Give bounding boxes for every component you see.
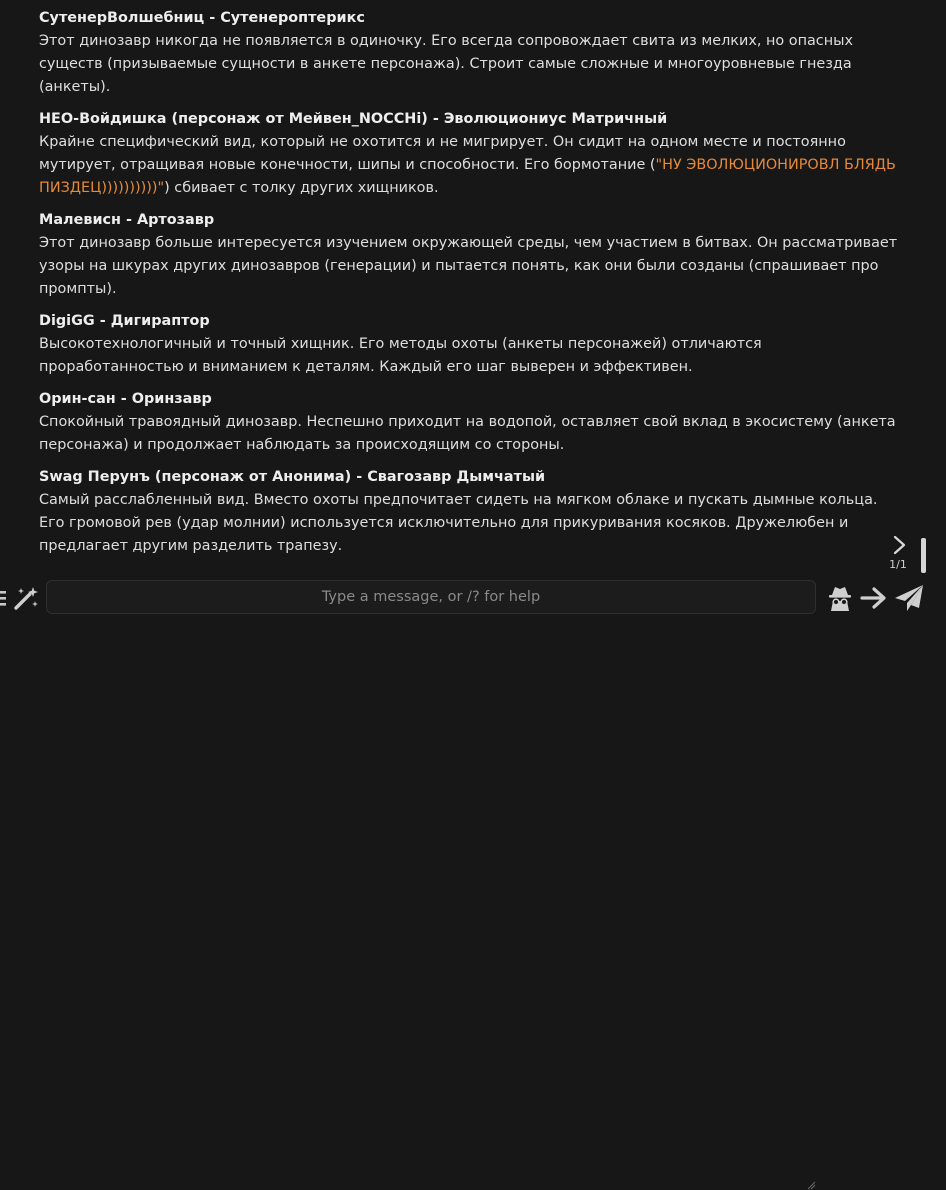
entry-title: Малевисн - Артозавр	[39, 212, 215, 228]
impersonate-button[interactable]	[826, 584, 854, 612]
chevron-right-icon	[889, 533, 911, 557]
entry-body: Этот динозавр больше интересуется изучением окружающей среды, чем участием в битвах. Он рассматривает узоры на шкурах других динозавров (генерации) и пытается понять, как они были созданы (спрашивает про промпты).	[39, 235, 898, 297]
entry-title: Орин-сан - Оринзавр	[39, 391, 212, 407]
resize-grip-icon[interactable]	[806, 1180, 816, 1190]
options-menu-button[interactable]	[0, 588, 8, 608]
entry-body: Спокойный травоядный динозавр. Неспешно приходит на водопой, оставляет свой вклад в экосистему (анкета персонажа) и продолжает наблюдать за происходящим со стороны.	[39, 414, 896, 453]
swipe-right-button[interactable]	[889, 533, 911, 557]
entry-body: Этот динозавр никогда не появляется в одиночку. Его всегда сопровождает свита из мелких, но опасных существ (призываемые сущности в анкете персонажа). Строит самые сложные и многоуровневые гнезда (анкеты).	[39, 33, 853, 95]
extensions-wand-button[interactable]	[12, 585, 40, 611]
entry-title: СутенерВолшебниц - Сутенероптерикс	[39, 10, 365, 26]
entry-body	[39, 131, 899, 200]
message-input[interactable]	[46, 580, 816, 614]
entry-title: Swag Перунъ (персонаж от Анонима) - Свагозавр Дымчатый	[39, 469, 546, 485]
chat-area	[0, 0, 946, 580]
magic-wand-icon	[12, 585, 40, 611]
entry-title: DigiGG - Дигираптор	[39, 313, 210, 329]
list-item	[39, 209, 899, 301]
list-item	[39, 310, 899, 379]
arrow-right-icon	[859, 584, 889, 612]
list-item	[39, 7, 899, 99]
entry-body-text: Крайне специфический вид, который не охотится и не мигрирует. Он сидит на одном месте и постоянно мутирует, отращивая новые конечности, шипы и способности. Его бормотание (	[39, 134, 846, 173]
input-bar	[0, 580, 946, 616]
quote-text: "НУ ЭВОЛЮЦИОНИРОВЛ БЛЯДЬ ПИЗДЕЦ))))))))))"	[39, 157, 896, 196]
list-item	[39, 466, 899, 558]
entry-title: НЕО-Войдишка (персонаж от Мейвен_NOCCHi) - Эволюциониус Матричный	[39, 111, 668, 127]
scrollbar[interactable]	[921, 538, 926, 573]
entry-body: Самый расслабленный вид. Вместо охоты предпочитает сидеть на мягком облаке и пускать дымные кольца. Его громовой рев (удар молнии) используется исключительно для прикуривания косяков. Дружелюбен и предлагает другим разделить трапезу.	[39, 492, 878, 554]
hamburger-menu-icon	[0, 588, 8, 608]
entry-body: Высокотехнологичный и точный хищник. Его методы охоты (анкеты персонажей) отличаются проработанностью и вниманием к деталям. Каждый его шаг выверен и эффективен.	[39, 336, 762, 375]
list-item	[39, 108, 899, 200]
continue-button[interactable]	[859, 584, 889, 612]
paper-plane-icon	[893, 582, 925, 614]
incognito-icon	[826, 584, 854, 612]
entry-body-text: ) сбивает с толку других хищников.	[164, 180, 439, 196]
list-item	[39, 388, 899, 457]
send-button[interactable]	[893, 582, 925, 614]
swipe-counter: 1/1	[889, 558, 907, 571]
message-text	[39, 7, 899, 567]
